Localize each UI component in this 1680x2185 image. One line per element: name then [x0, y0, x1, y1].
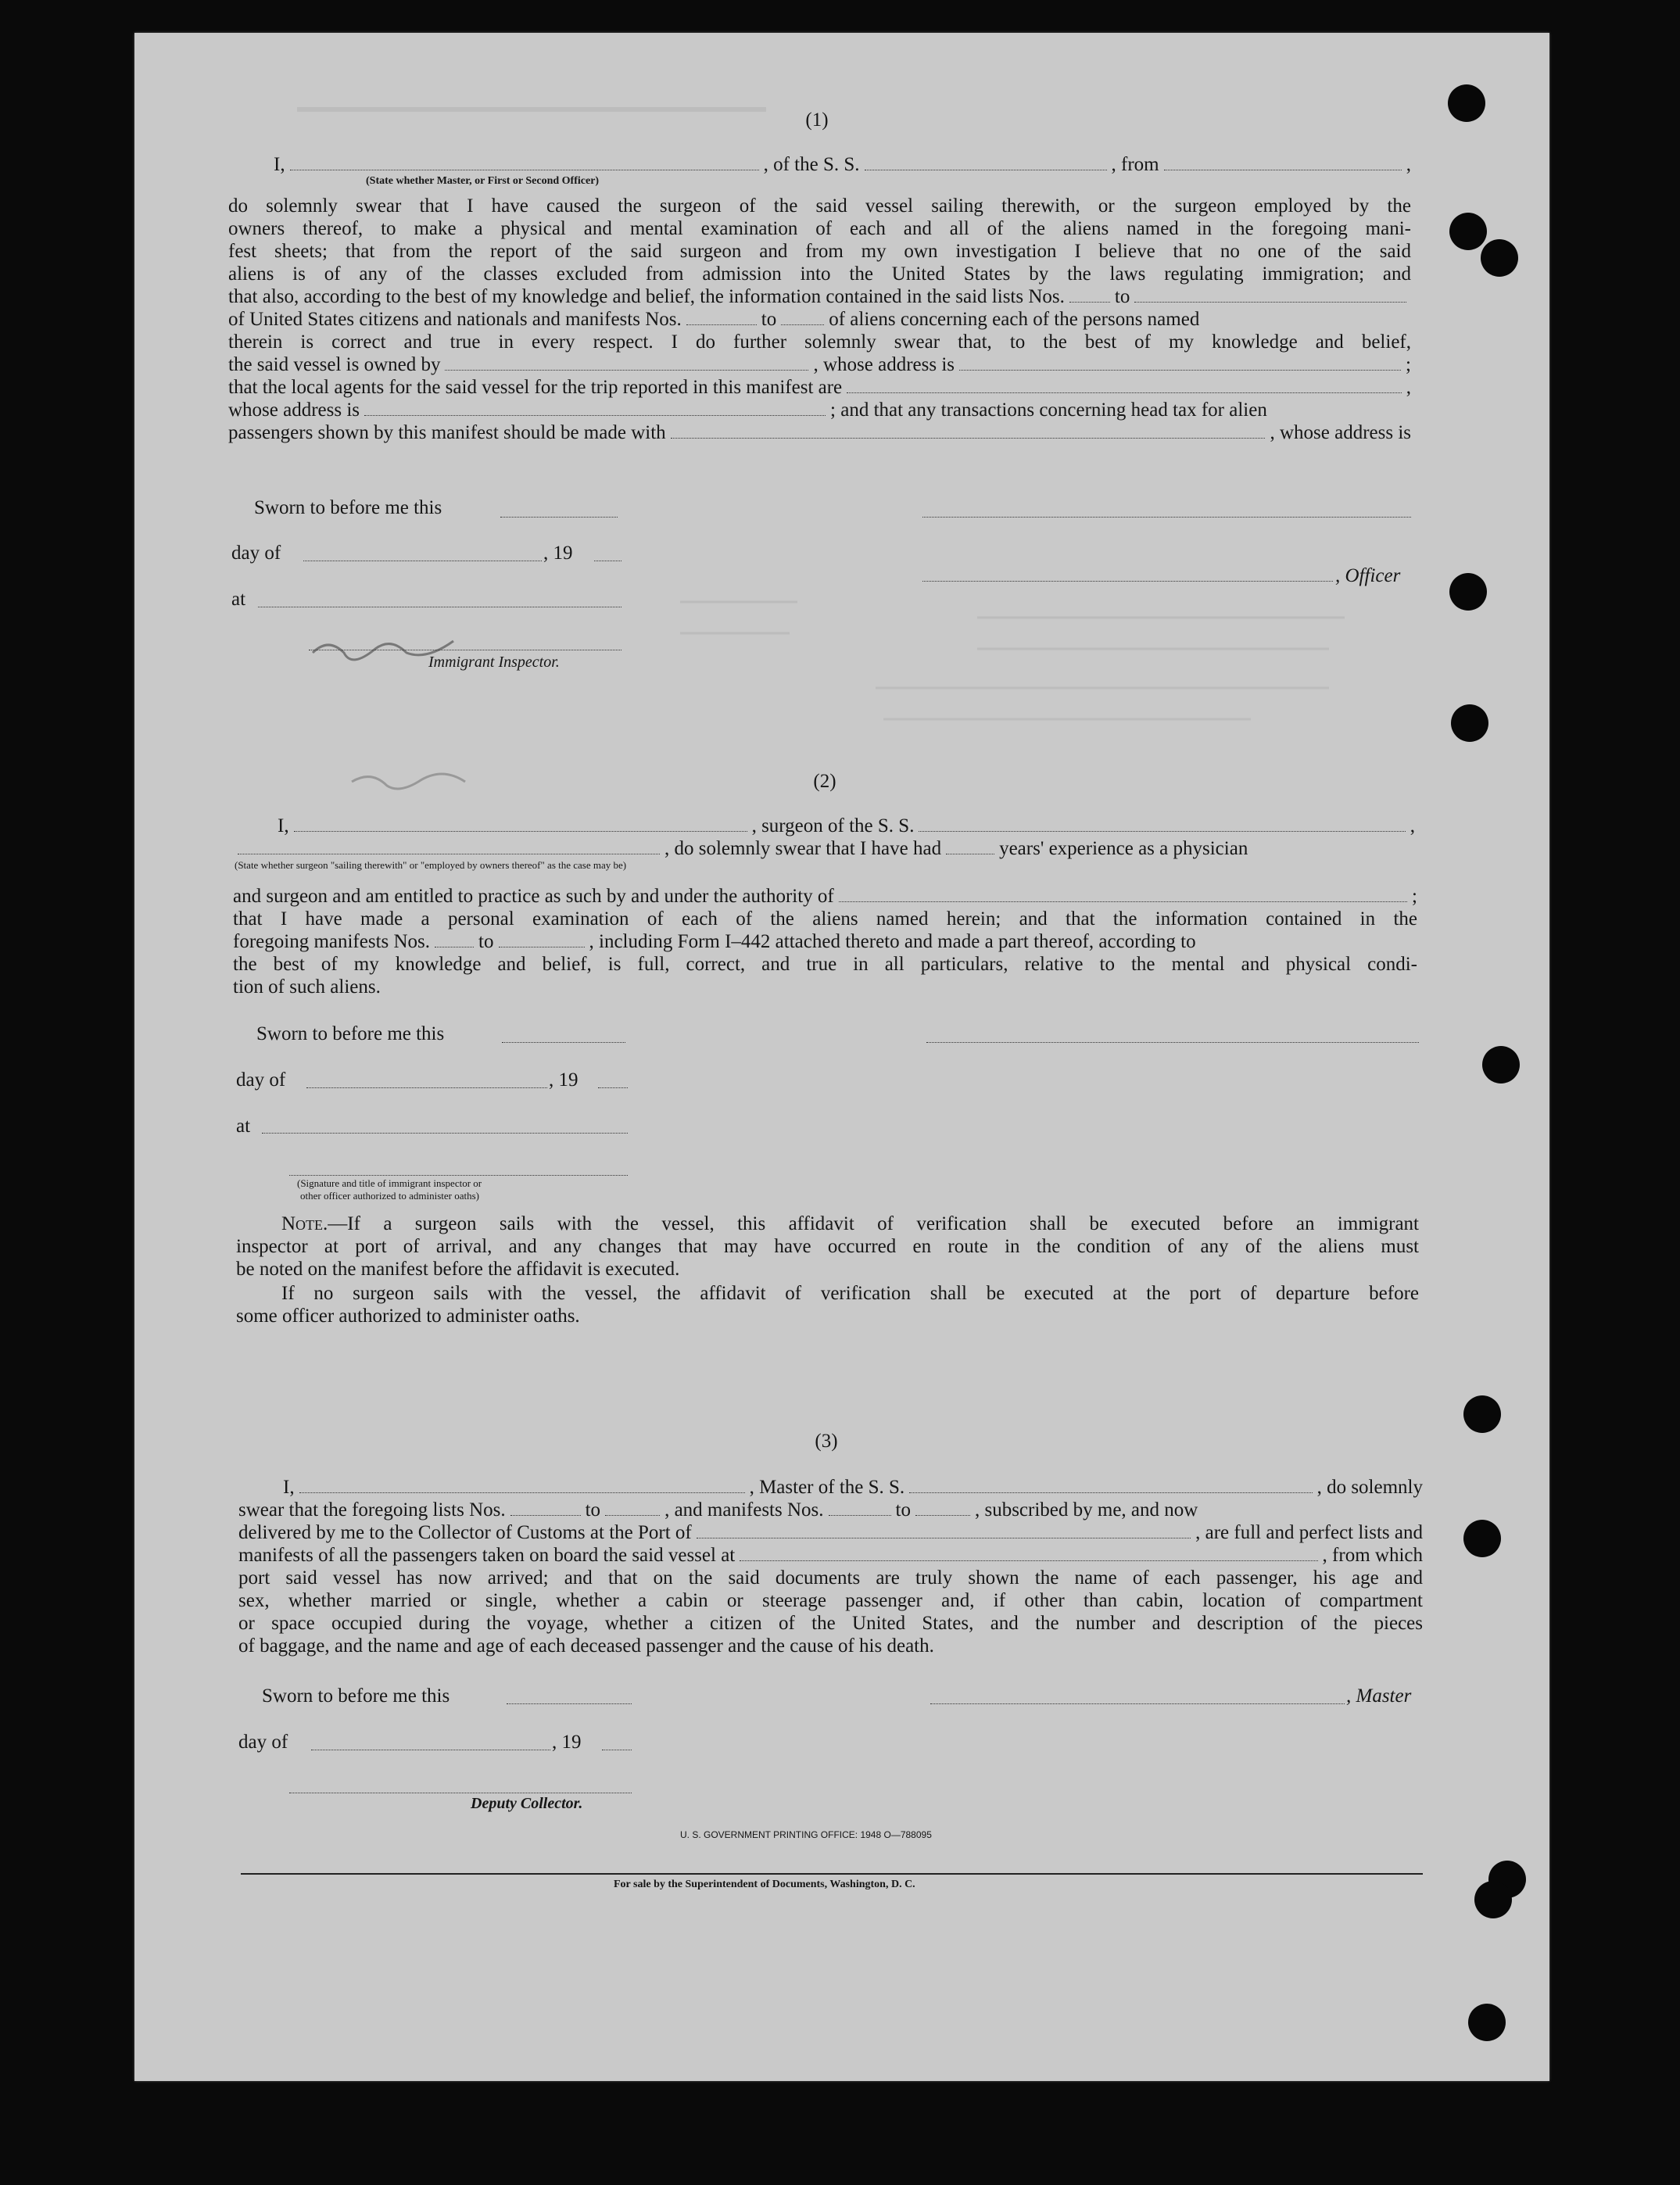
- note-heading: Note.: [281, 1213, 328, 1234]
- s3-line-3: delivered by me to the Collector of Customs at the Port of , are full and perfect lists and: [238, 1522, 1423, 1543]
- s2-vessel-field[interactable]: [919, 820, 1405, 832]
- years-experience-field[interactable]: [946, 843, 994, 854]
- s1-day-field[interactable]: [303, 560, 542, 561]
- s2-surgeon-signature-field[interactable]: [926, 1041, 1419, 1043]
- s2-line-3: and surgeon and am entitled to practice as such by and under the authority of ;: [233, 886, 1417, 907]
- s1-line-12: passengers shown by this manifest should be made with , whose address is: [228, 422, 1411, 443]
- owner-address-field[interactable]: [959, 359, 1401, 371]
- s3-line-1: I, , Master of the S. S. , do solemnly: [283, 1477, 1423, 1498]
- gpo-imprint: U. S. GOVERNMENT PRINTING OFFICE: 1948 O—788095: [680, 1829, 932, 1840]
- s2-status-note: (State whether surgeon "sailing therewith" or "employed by owners thereof" as the case may be): [235, 859, 627, 871]
- s2-year-field[interactable]: [598, 1087, 628, 1088]
- s1-inspector-signature-field[interactable]: [309, 649, 621, 650]
- s3-body-line: or space occupied during the voyage, whether a citizen of the United States, and the number and description of the pieces: [238, 1613, 1423, 1634]
- section-3-number: (3): [815, 1431, 838, 1452]
- s3-master-signature-field[interactable]: [930, 1703, 1345, 1704]
- s2-dayof-label: day of: [236, 1069, 286, 1091]
- local-agents-field[interactable]: [847, 381, 1402, 393]
- port-from-field[interactable]: [1164, 159, 1402, 170]
- s2-at-label: at: [236, 1116, 251, 1137]
- surgeon-status-field[interactable]: [238, 843, 660, 854]
- s2-inspector-signature-field[interactable]: [289, 1174, 628, 1176]
- port-of-field[interactable]: [697, 1527, 1191, 1538]
- s1-at-field[interactable]: [258, 606, 621, 607]
- s2-at-field[interactable]: [262, 1132, 628, 1134]
- s1-at-label: at: [231, 589, 246, 610]
- s1-dayof-label: day of: [231, 543, 281, 564]
- lists-to-field[interactable]: [1134, 291, 1406, 303]
- s1-body-line: aliens is of any of the classes excluded from admission into the United States by the laws regulating immigration; and: [228, 263, 1411, 285]
- section-1-number: (1): [805, 109, 829, 131]
- s2-body-line: the best of my knowledge and belief, is full, correct, and true in all particulars, relative to the mental and physical condi-: [233, 954, 1417, 975]
- s2-day-field[interactable]: [306, 1087, 547, 1088]
- s2-line-2: , do solemnly swear that I have had years' experience as a physician: [233, 837, 1415, 860]
- head-tax-party-field[interactable]: [671, 427, 1266, 439]
- s3-dayof-label: day of: [238, 1732, 288, 1753]
- s3-body-line: sex, whether married or single, whether a cabin or steerage passenger and, if other than cabin, location of compartment: [238, 1590, 1423, 1611]
- s1-line-9: the said vessel is owned by , whose address is ;: [228, 354, 1411, 375]
- s3-line-2: swear that the foregoing lists Nos. to , and manifests Nos. to , subscribed by me, and now: [238, 1499, 1198, 1521]
- s2-year-label: , 19: [549, 1069, 579, 1091]
- s3-manifests-to-field[interactable]: [915, 1504, 970, 1516]
- owner-field[interactable]: [445, 359, 808, 371]
- agents-address-field[interactable]: [364, 404, 826, 416]
- s1-body-line: fest sheets; that from the report of the said surgeon and from my own investigation I believe that no one of the said: [228, 241, 1411, 262]
- s2-manifests-from-field[interactable]: [435, 936, 474, 947]
- s1-body-line: do solemnly swear that I have caused the surgeon of the said vessel sailing therewith, or the surgeon employed by the: [228, 195, 1411, 217]
- s1-line-1: I, , of the S. S. , from ,: [274, 154, 1411, 175]
- master-name-field[interactable]: [290, 159, 759, 170]
- manifests-to-field[interactable]: [781, 313, 824, 325]
- s2-note-line: some officer authorized to administer oaths.: [236, 1306, 580, 1327]
- s3-lists-to-field[interactable]: [605, 1504, 660, 1516]
- s1-line-6: that also, according to the best of my knowledge and belief, the information contained in the said lists Nos. to: [228, 285, 1411, 308]
- s1-officer-signature-field[interactable]: [922, 516, 1411, 518]
- s2-sworn-label: Sworn to before me this: [256, 1023, 445, 1044]
- s3-deputy-label: Deputy Collector.: [471, 1795, 583, 1812]
- sale-notice: For sale by the Superintendent of Documents, Washington, D. C.: [614, 1879, 915, 1890]
- s1-line-11: whose address is ; and that any transactions concerning head tax for alien: [228, 399, 1267, 421]
- vessel-name-field[interactable]: [865, 159, 1107, 170]
- s2-sig-note: other officer authorized to administer oaths): [300, 1190, 479, 1202]
- s2-line-1: I, , surgeon of the S. S. ,: [278, 815, 1415, 836]
- s3-vessel-field[interactable]: [909, 1481, 1312, 1493]
- s1-sworn-date-field[interactable]: [500, 516, 618, 518]
- s3-day-field[interactable]: [311, 1749, 550, 1750]
- s2-manifests-to-field[interactable]: [499, 936, 585, 947]
- s1-year-label: , 19: [543, 543, 573, 564]
- s2-note-line: If no surgeon sails with the vessel, the affidavit of verification shall be executed at the port of departure before: [281, 1283, 1419, 1304]
- section-2-number: (2): [813, 771, 836, 792]
- s1-line-10: that the local agents for the said vessel for the trip reported in this manifest are ,: [228, 377, 1411, 398]
- s3-year-field[interactable]: [602, 1749, 632, 1750]
- s3-master-label: , Master: [1346, 1685, 1412, 1707]
- s2-sig-note: (Signature and title of immigrant inspector or: [297, 1177, 482, 1189]
- s3-body-line: port said vessel has now arrived; and that on the said documents are truly shown the name of each passenger, his age and: [238, 1567, 1423, 1589]
- s2-note-line: be noted on the manifest before the affidavit is executed.: [236, 1259, 680, 1280]
- s1-officer-note: (State whether Master, or First or Second Officer): [366, 175, 600, 187]
- embarkation-port-field[interactable]: [740, 1549, 1317, 1561]
- surgeon-name-field[interactable]: [294, 820, 747, 832]
- s3-sworn-label: Sworn to before me this: [262, 1685, 450, 1707]
- s3-master-name-field[interactable]: [299, 1481, 745, 1493]
- s3-sworn-date-field[interactable]: [507, 1703, 632, 1704]
- s3-manifests-from-field[interactable]: [829, 1504, 891, 1516]
- s1-inspector-label: Immigrant Inspector.: [428, 654, 560, 671]
- s1-body-line: owners thereof, to make a physical and mental examination of each and all of the aliens named in the foregoing mani-: [228, 218, 1411, 239]
- lists-from-field[interactable]: [1069, 291, 1110, 303]
- footer-rule: [241, 1873, 1423, 1875]
- s1-body-line: therein is correct and true in every respect. I do further solemnly swear that, to the best of my knowledge and belief,: [228, 331, 1411, 353]
- s3-body-line: of baggage, and the name and age of each deceased passenger and the cause of his death.: [238, 1635, 934, 1657]
- s2-note-line: Note.—If a surgeon sails with the vessel, this affidavit of verification shall be executed before an immigrant: [281, 1213, 1419, 1234]
- s1-year-field[interactable]: [594, 560, 621, 561]
- s2-note-line: inspector at port of arrival, and any changes that may have occurred en route in the condition of any of the aliens must: [236, 1236, 1419, 1257]
- manifests-from-field[interactable]: [686, 313, 757, 325]
- authority-field[interactable]: [839, 890, 1407, 902]
- s1-sworn-label: Sworn to before me this: [254, 497, 442, 518]
- s2-body-line: that I have made a personal examination of each of the aliens named herein; and that the information contained in the: [233, 908, 1417, 930]
- s3-lists-from-field[interactable]: [510, 1504, 581, 1516]
- s2-line-5: foregoing manifests Nos. to , including Form I–442 attached thereto and made a part thereof, according to: [233, 931, 1196, 952]
- s1-officer-label: , Officer: [1335, 565, 1401, 586]
- s3-line-4: manifests of all the passengers taken on board the said vessel at , from which: [238, 1545, 1423, 1566]
- s1-officer-title-field[interactable]: [922, 580, 1333, 582]
- s1-line-7: of United States citizens and nationals and manifests Nos. to of aliens concerning each of the persons named: [228, 309, 1200, 330]
- s3-deputy-signature-field[interactable]: [289, 1792, 632, 1793]
- s2-sworn-date-field[interactable]: [502, 1041, 625, 1043]
- s3-year-label: , 19: [552, 1732, 582, 1753]
- s2-body-line: tion of such aliens.: [233, 976, 381, 998]
